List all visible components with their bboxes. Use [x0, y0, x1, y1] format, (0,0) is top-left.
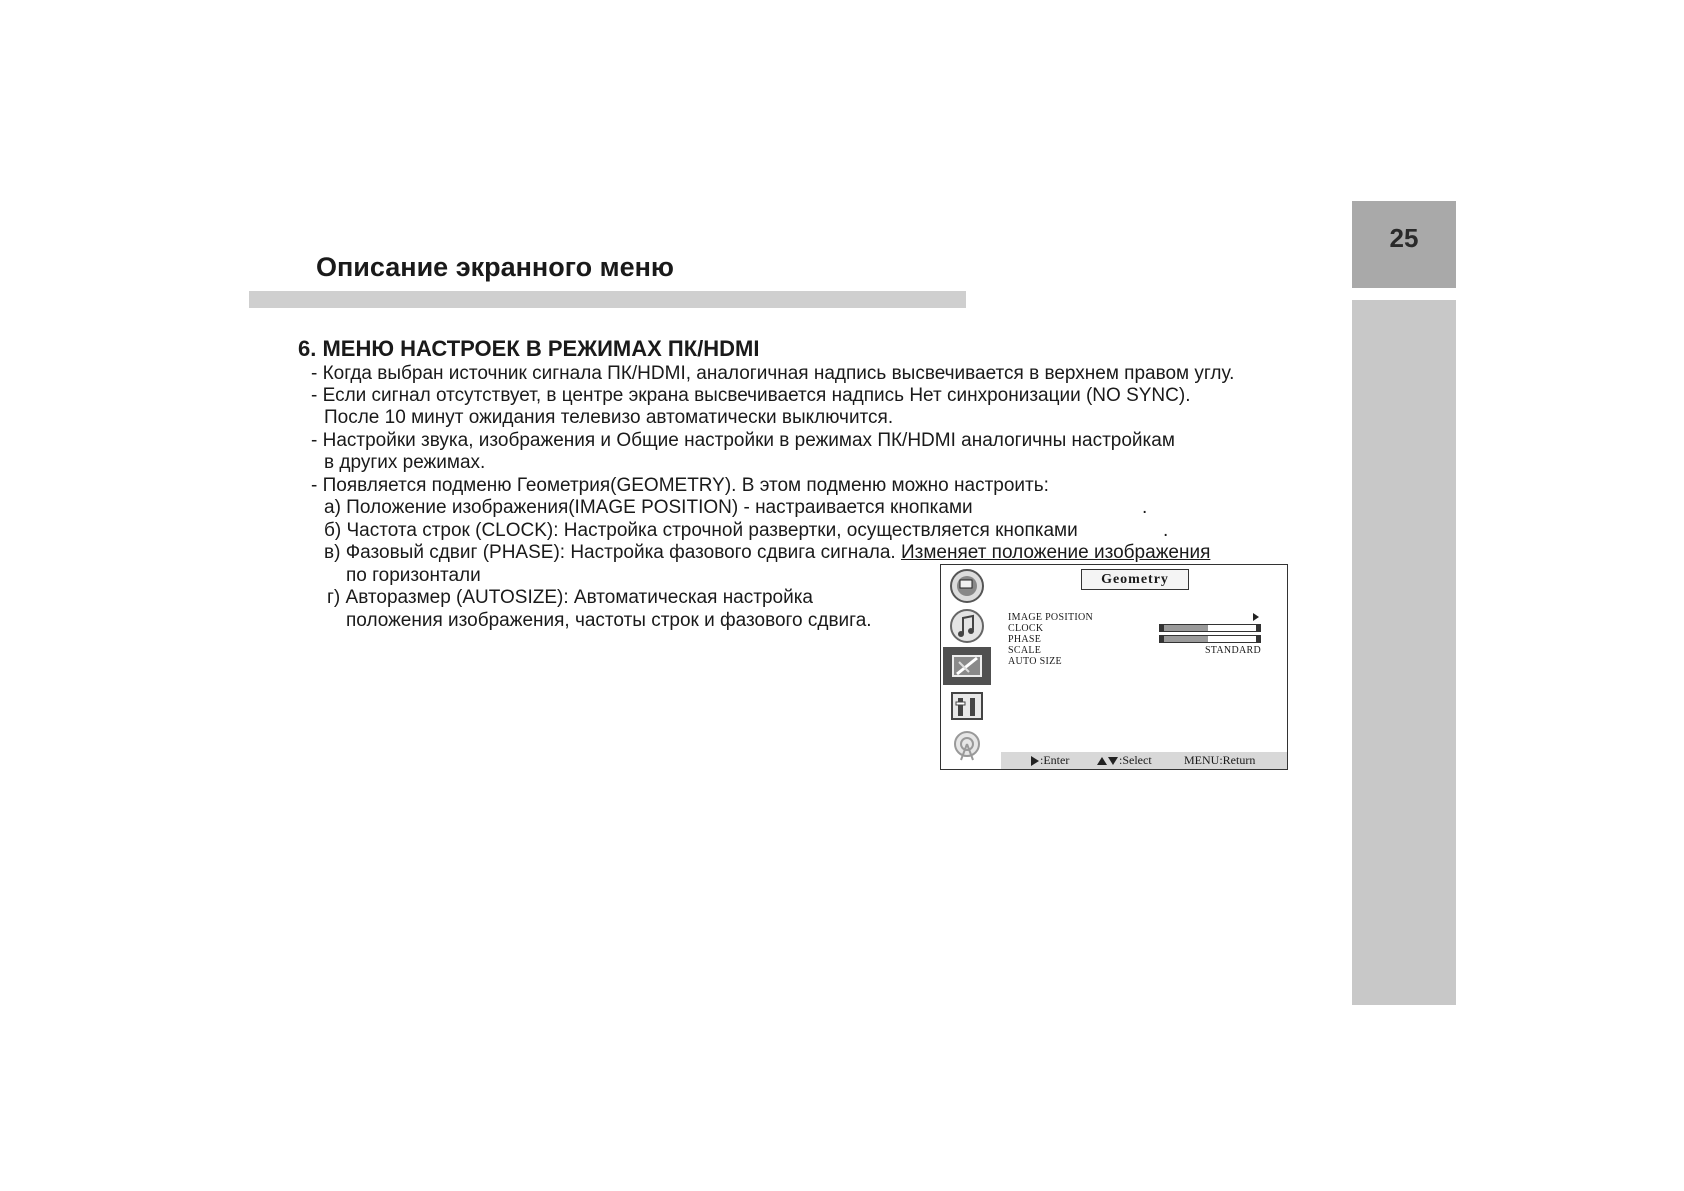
footer-enter-label: :Enter — [1040, 753, 1070, 767]
phase-slider-left-cap — [1160, 636, 1164, 642]
osd-item-clock: CLOCK — [1008, 623, 1044, 634]
text-line-6: - Появляется подменю Геометрия(GEOMETRY). В этом подменю можно настроить: — [311, 475, 1049, 496]
text-line-4: - Настройки звука, изображения и Общие настройки в режимах ПК/HDMI аналогичны настройкам — [311, 430, 1175, 451]
phase-slider-fill — [1160, 636, 1208, 642]
clock-slider-right-cap — [1256, 625, 1260, 631]
audio-icon — [943, 607, 991, 645]
text-line-1: - Когда выбран источник сигнала ПК/HDMI, аналогичная надпись высвечивается в верхнем правом углу. — [311, 363, 1235, 384]
osd-geometry-menu — [940, 564, 1288, 770]
text-line-12: положения изображения, частоты строк и фазового сдвига. — [346, 610, 872, 631]
clock-slider — [1159, 624, 1261, 632]
geometry-icon — [943, 647, 991, 685]
clock-slider-left-cap — [1160, 625, 1164, 631]
heading: 6. МЕНЮ НАСТРОЕК В РЕЖИМАХ ПК/HDMI — [298, 336, 760, 361]
footer-enter — [1031, 752, 1069, 769]
osd-footer — [1001, 752, 1287, 769]
osd-item-phase: PHASE — [1008, 634, 1042, 645]
phase-slider-right-cap — [1256, 636, 1260, 642]
osd-scale-value: STANDARD — [1204, 645, 1261, 656]
chevron-right-icon — [1253, 613, 1259, 621]
osd-item-image-position: IMAGE POSITION — [1008, 612, 1094, 623]
clock-slider-fill — [1160, 625, 1208, 631]
enter-arrow-icon — [1031, 756, 1039, 766]
footer-return: MENU:Return — [1184, 753, 1256, 767]
text-line-8: б) Частота строк (CLOCK): Настройка строчной развертки, осуществляется кнопками — [324, 520, 1078, 541]
text-line-5: в других режимах. — [324, 452, 486, 473]
up-arrow-icon — [1097, 757, 1107, 765]
text-line-10: по горизонтали — [346, 565, 481, 586]
antenna-icon — [943, 727, 991, 765]
title-rule — [249, 291, 966, 308]
page-number: 25 — [1389, 223, 1419, 253]
text-line-11: г) Авторазмер (AUTOSIZE): Автоматическая настройка — [327, 587, 813, 608]
text-period-2: . — [1163, 520, 1169, 541]
footer-select-label: :Select — [1119, 753, 1152, 767]
side-strip — [1352, 300, 1456, 1005]
text-line-9-underlined: Изменяет положение изображения — [900, 542, 1211, 563]
text-line-9-main: в) Фазовый сдвиг (PHASE): Настройка фазового сдвига сигнала. — [324, 542, 896, 563]
text-line-2: - Если сигнал отсутствует, в центре экрана высвечивается надпись Нет синхронизации (NO SYNC). — [311, 385, 1191, 406]
osd-title: Geometry — [1081, 569, 1189, 590]
footer-select — [1097, 752, 1152, 769]
tools-icon — [943, 687, 991, 725]
page-number-tab — [1352, 201, 1456, 288]
phase-slider — [1159, 635, 1261, 643]
text-line-9 — [324, 542, 1210, 564]
text-line-7: а) Положение изображения(IMAGE POSITION) - настраивается кнопками — [324, 497, 973, 518]
text-line-3: После 10 минут ожидания телевизо автоматически выключится. — [324, 407, 894, 428]
osd-item-auto-size: AUTO SIZE — [1008, 656, 1062, 667]
text-period-1: . — [1142, 497, 1148, 518]
section-title: Описание экранного меню — [316, 252, 674, 282]
osd-sidebar — [941, 565, 993, 769]
picture-icon — [943, 567, 991, 605]
osd-item-scale: SCALE — [1008, 645, 1042, 656]
down-arrow-icon — [1108, 757, 1118, 765]
